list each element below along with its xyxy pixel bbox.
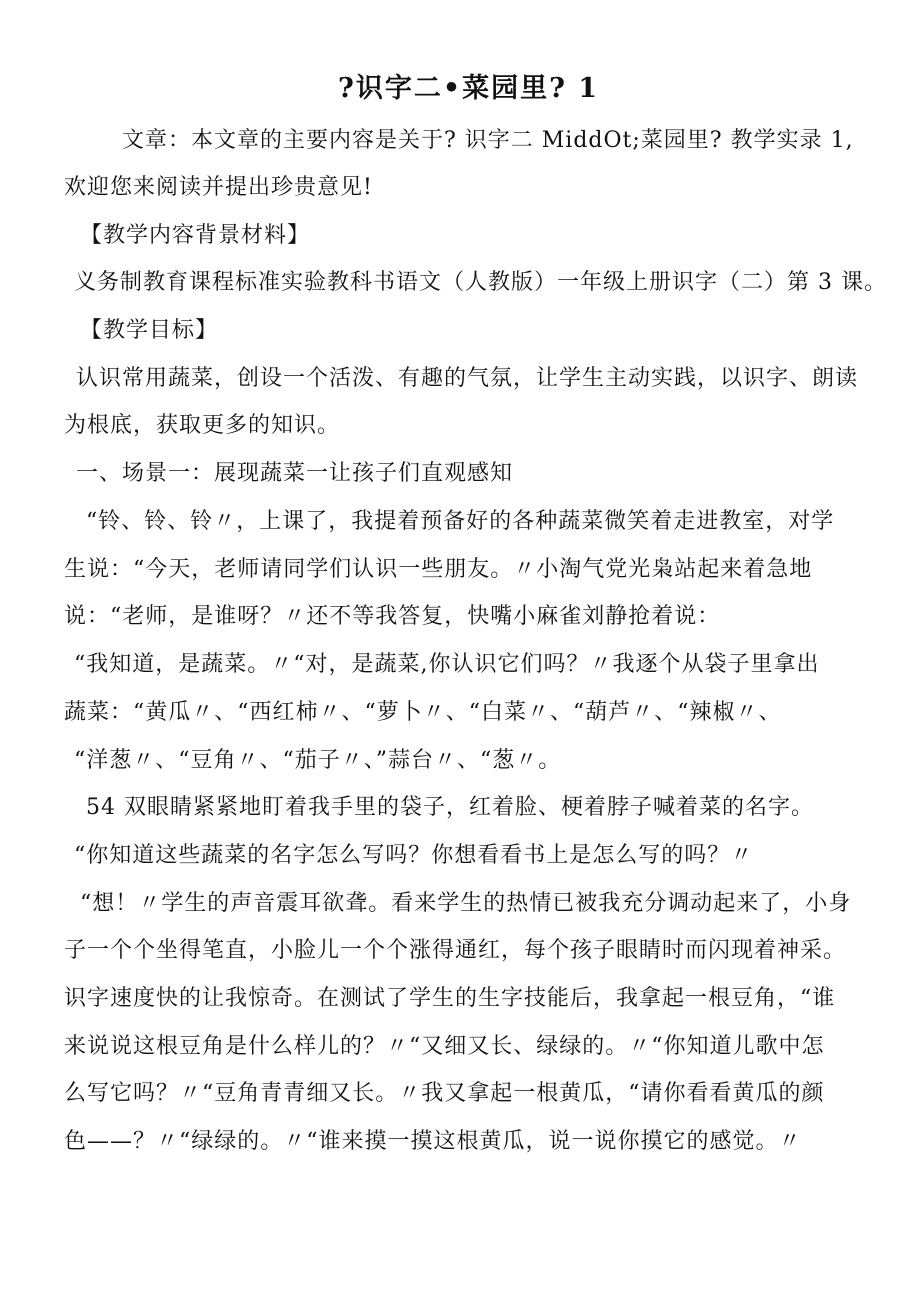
body-line: 蔬菜：“黄瓜〃、“西红柿〃、“萝卜〃、“白菜〃、“葫芦〃、“辣椒〃、 <box>64 700 782 725</box>
body-line: 么写它吗？〃“豆角青青细又长。〃我又拿起一根黄瓜，“请你看看黄瓜的颜 <box>64 1081 825 1106</box>
page-title: ?识字二•菜园里? 1 <box>338 73 600 104</box>
body-line: 生说：“今天，老师请同学们认识一些朋友。〃小淘气党光枭站起来着急地 <box>64 557 813 582</box>
body-line: 子一个个坐得笔直，小脸儿一个个涨得通红，每个孩子眼睛时而闪现着神采。 <box>64 938 847 963</box>
scene-heading: 一、场景一：展现蔬菜一让孩子们直观感知 <box>76 461 514 486</box>
body-line: “洋葱〃、“豆角〃、“茄子〃、”蒜台〃、“葱〃。 <box>74 748 562 773</box>
intro-line-1: 文章：本文章的主要内容是关于? 识字二 MiddOt;菜园里? 教学实录 1, <box>122 128 854 153</box>
body-line: 说：“老师，是谁呀？〃还不等我答复，快嘴小麻雀刘静抢着说： <box>64 604 721 629</box>
body-line: 识字速度快的让我惊奇。在测试了学生的生字技能后，我拿起一根豆角，“谁 <box>64 986 836 1011</box>
goal-text-line-2: 为根底，获取更多的知识。 <box>64 413 341 438</box>
background-text: 义务制教育课程标准实验教科书语文（人教版）一年级上册识字（二）第 3 课。 <box>74 270 887 295</box>
body-line: 54 双眼睛紧紧地盯着我手里的袋子，红着脸、梗着脖子喊着菜的名字。 <box>86 795 814 820</box>
body-line: 色——？〃“绿绿的。〃“谁来摸一摸这根黄瓜，说一说你摸它的感觉。〃 <box>64 1129 802 1154</box>
body-line: “铃、铃、铃〃，上课了，我提着预备好的各种蔬菜微笑着走进教室，对学 <box>86 509 835 534</box>
goal-text-line-1: 认识常用蔬菜，创设一个活泼、有趣的气氛，让学生主动实践，以识字、朗读 <box>76 366 859 391</box>
body-line: “想！〃学生的声音震耳欲聋。看来学生的热情已被我充分调动起来了，小身 <box>80 891 852 916</box>
body-line: “你知道这些蔬菜的名字怎么写吗？你想看看书上是怎么写的吗？〃 <box>74 843 754 868</box>
intro-line-2: 欢迎您来阅读并提出珍贵意见! <box>64 175 373 200</box>
goal-heading: 【教学目标】 <box>80 318 219 343</box>
body-line: “我知道，是蔬菜。〃“对，是蔬菜,你认识它们吗？〃我逐个从袋子里拿出 <box>74 652 820 677</box>
background-heading: 【教学内容背景材料】 <box>80 223 311 248</box>
body-line: 来说说这根豆角是什么样儿的？〃“又细又长、绿绿的。〃“你知道儿歌中怎 <box>64 1034 825 1059</box>
